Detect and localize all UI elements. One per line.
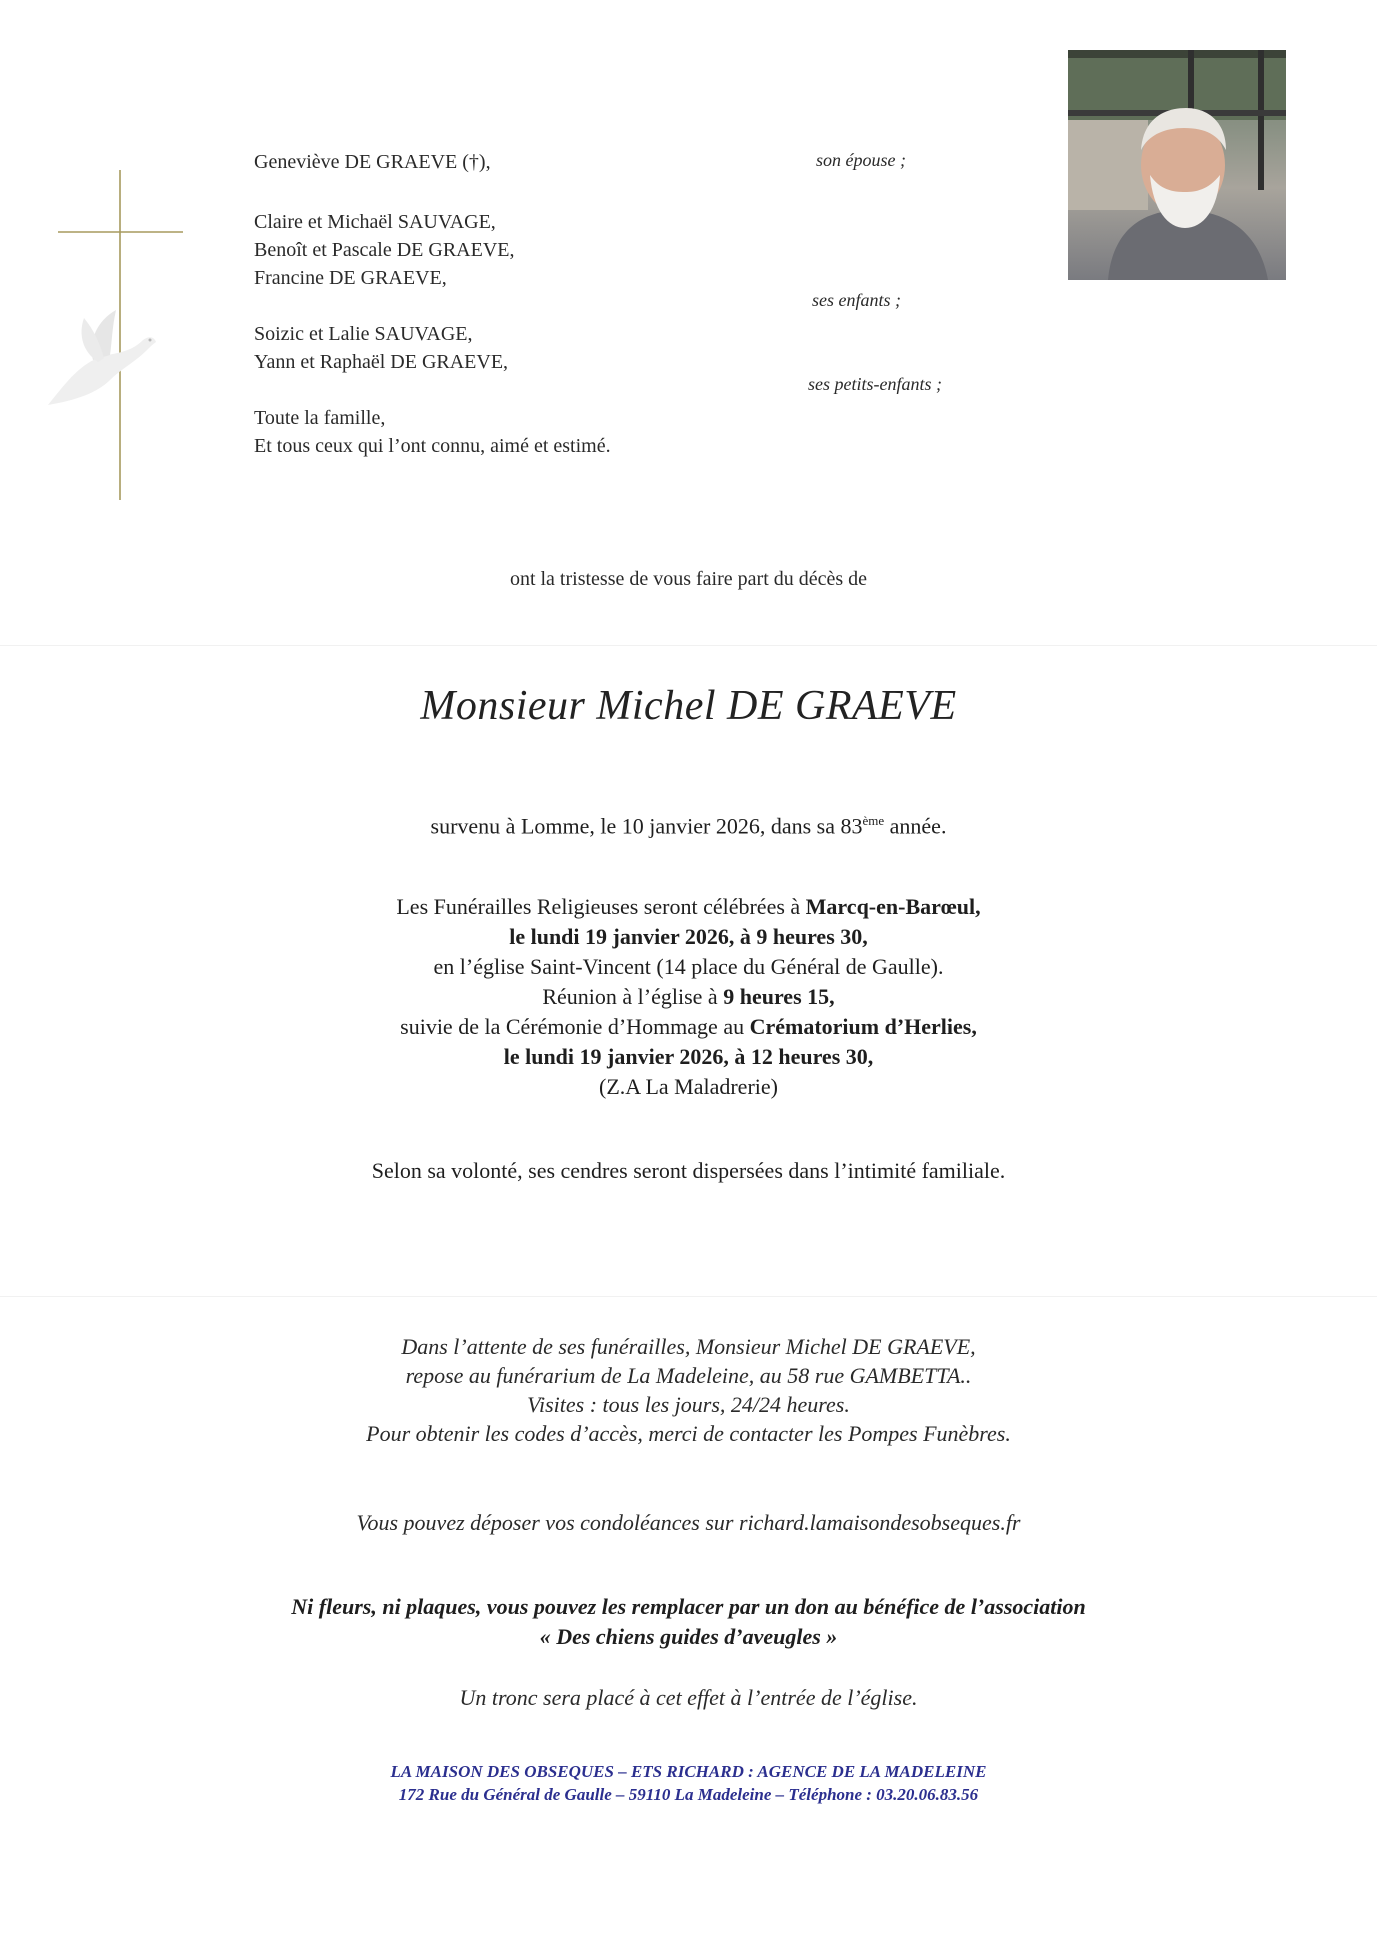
role-grandchildren: ses petits-enfants ;	[808, 374, 942, 394]
agency-address: 172 Rue du Général de Gaulle – 59110 La Madeleine – Téléphone : 03.20.06.83.56	[398, 1785, 979, 1804]
family-line: Geneviève DE GRAEVE (†),	[254, 151, 491, 173]
family-line: Benoît et Pascale DE GRAEVE,	[254, 239, 515, 261]
flowers-notice	[0, 1592, 1377, 1652]
funeral-place: Marcq-en-Barœul,	[805, 894, 981, 919]
funeral-line	[0, 892, 1377, 922]
family-line: Et tous ceux qui l’ont connu, aimé et estimé.	[254, 435, 611, 457]
family-line: Francine DE GRAEVE,	[254, 267, 447, 289]
dove-icon	[38, 300, 168, 420]
death-info-end: année.	[884, 813, 947, 839]
ashes-text: Selon sa volonté, ses cendres seront dispersées dans l’intimité familiale.	[371, 1158, 1006, 1183]
agency-name: LA MAISON DES OBSEQUES – ETS RICHARD : AGENCE DE LA MADELEINE	[390, 1762, 987, 1781]
funeral-date: le lundi 19 janvier 2026, à 9 heures 30,	[509, 924, 868, 949]
funerarium-line: Pour obtenir les codes d’accès, merci de contacter les Pompes Funèbres.	[366, 1421, 1011, 1446]
tronc-text: Un tronc sera placé à cet effet à l’entrée de l’église.	[459, 1685, 918, 1710]
role-children: ses enfants ;	[812, 290, 901, 310]
death-info-text: survenu à Lomme, le 10 janvier 2026, dans sa 83	[430, 813, 863, 839]
announcement-text: ont la tristesse de vous faire part du décès de	[509, 568, 868, 590]
funeral-line	[0, 982, 1377, 1012]
funerarium-line: repose au funérarium de La Madeleine, au 58 rue GAMBETTA..	[405, 1363, 972, 1388]
association-name: « Des chiens guides d’aveugles »	[539, 1624, 838, 1649]
funerarium-details	[0, 1332, 1377, 1448]
deceased-name: Monsieur Michel DE GRAEVE	[420, 683, 957, 729]
ordinal-suffix: ème	[862, 813, 885, 828]
portrait-photo	[1068, 50, 1286, 280]
funeral-church: en l’église Saint-Vincent (14 place du Général de Gaulle).	[433, 954, 944, 979]
funeral-text: suivie de la Cérémonie d’Hommage au	[400, 1014, 750, 1039]
crematorium-location: (Z.A La Maladrerie)	[599, 1074, 778, 1099]
funeral-text: Les Funérailles Religieuses seront célébrées à	[396, 894, 806, 919]
flowers-line: Ni fleurs, ni plaques, vous pouvez les remplacer par un don au bénéfice de l’association	[291, 1594, 1086, 1619]
family-line: Soizic et Lalie SAUVAGE,	[254, 323, 473, 345]
family-line: Toute la famille,	[254, 407, 386, 429]
divider	[0, 1296, 1377, 1297]
funeral-details	[0, 892, 1377, 1102]
family-line: Claire et Michaël SAUVAGE,	[254, 211, 496, 233]
funeral-text: Réunion à l’église à	[542, 984, 724, 1009]
meeting-time: 9 heures 15,	[723, 984, 835, 1009]
funerarium-line: Visites : tous les jours, 24/24 heures.	[527, 1392, 850, 1417]
ceremony-date: le lundi 19 janvier 2026, à 12 heures 30,	[503, 1044, 874, 1069]
family-line: Yann et Raphaël DE GRAEVE,	[254, 351, 509, 373]
divider	[0, 645, 1377, 646]
funerarium-line: Dans l’attente de ses funérailles, Monsieur Michel DE GRAEVE,	[401, 1334, 976, 1359]
condolences-text: Vous pouvez déposer vos condoléances sur richard.lamaisondesobseques.fr	[356, 1510, 1021, 1535]
funeral-line	[0, 1012, 1377, 1042]
agency-footer	[0, 1760, 1377, 1806]
death-info	[0, 806, 1377, 841]
crematorium-name: Crématorium d’Herlies,	[749, 1014, 977, 1039]
role-spouse: son épouse ;	[816, 150, 906, 170]
